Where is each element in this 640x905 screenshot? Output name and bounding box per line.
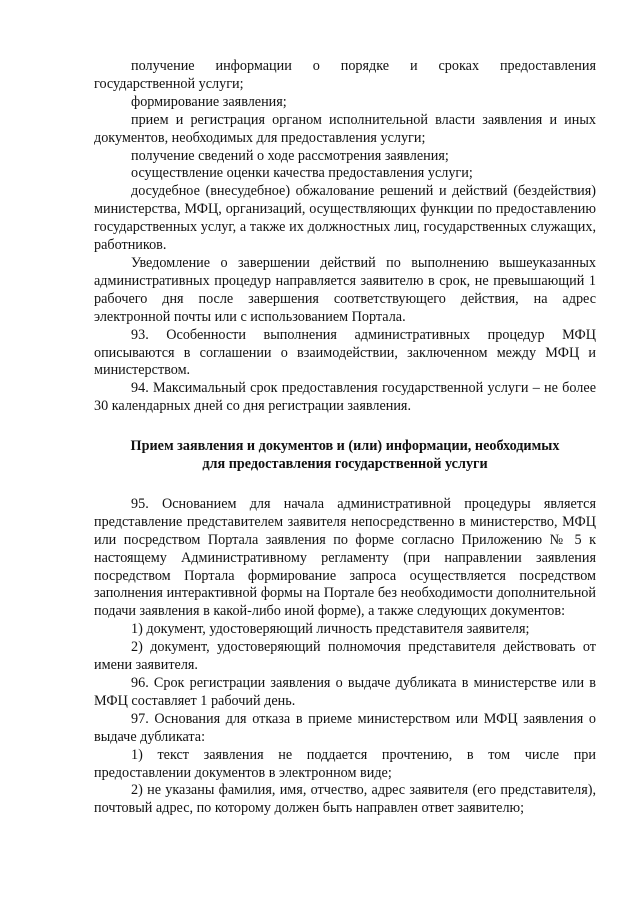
section-heading-line: для предоставления государственной услуги <box>202 456 488 473</box>
paragraph: 2) не указаны фамилия, имя, отчество, адрес заявителя (его представителя), почтовый адрес, по которому должен быть направлен ответ заявителю; <box>94 782 596 817</box>
paragraph: Уведомление о завершении действий по выполнению вышеуказанных административных процедур направляется заявителю в срок, не превышающий 1 рабочего дня после завершения соответствующего действия, на адрес электронной почты или с использованием Портала. <box>94 254 596 325</box>
paragraph: 97. Основания для отказа в приеме министерством или МФЦ заявления о выдаче дубликата: <box>94 710 596 745</box>
paragraph: прием и регистрация органом исполнительной власти заявления и иных документов, необходимых для предоставления услуги; <box>94 111 596 146</box>
paragraph: 95. Основанием для начала административной процедуры является представление представителем заявителя непосредственно в министерство, МФЦ или посредством Портала заявления по форме согласно Приложению № 5 к настоящему Административному регламенту (при направлении заявления посредством Портала формирование запроса осуществляется посредством заполнения интерактивной формы на Портале без необходимости дополнительной подачи заявления в какой-либо иной форме), а также следующих документов: <box>94 495 596 620</box>
paragraph: получение сведений о ходе рассмотрения заявления; <box>131 147 449 164</box>
paragraph: получение информации о порядке и сроках предоставления государственной услуги; <box>94 58 596 92</box>
paragraph: 94. Максимальный срок предоставления государственной услуги – не более 30 календарных дней со дня регистрации заявления. <box>94 380 596 415</box>
paragraph: 2) документ, удостоверяющий полномочия представителя действовать от имени заявителя. <box>94 639 596 674</box>
paragraph: осуществление оценки качества предоставления услуги; <box>131 165 473 182</box>
paragraph: формирование заявления; <box>131 93 287 110</box>
paragraph: 1) текст заявления не поддается прочтению, в том числе при предоставлении документов в электронном виде; <box>94 746 596 781</box>
paragraph: 93. Особенности выполнения административных процедур МФЦ описываются в соглашении о взаимодействии, заключенном между МФЦ и министерством. <box>94 326 596 379</box>
document-body <box>94 58 596 818</box>
section-heading <box>94 438 596 474</box>
paragraph: 1) документ, удостоверяющий личность представителя заявителя; <box>131 621 530 638</box>
section-heading-line: Прием заявления и документов и (или) информации, необходимых <box>130 438 560 455</box>
paragraph: досудебное (внесудебное) обжалование решений и действий (бездействия) министерства, МФЦ, организаций, осуществляющих функции по предоставлению государственных услуг, а также их должностных лиц, государственных служащих, работников. <box>94 183 596 254</box>
paragraph: 96. Срок регистрации заявления о выдаче дубликата в министерстве или в МФЦ составляет 1 рабочий день. <box>94 675 596 709</box>
